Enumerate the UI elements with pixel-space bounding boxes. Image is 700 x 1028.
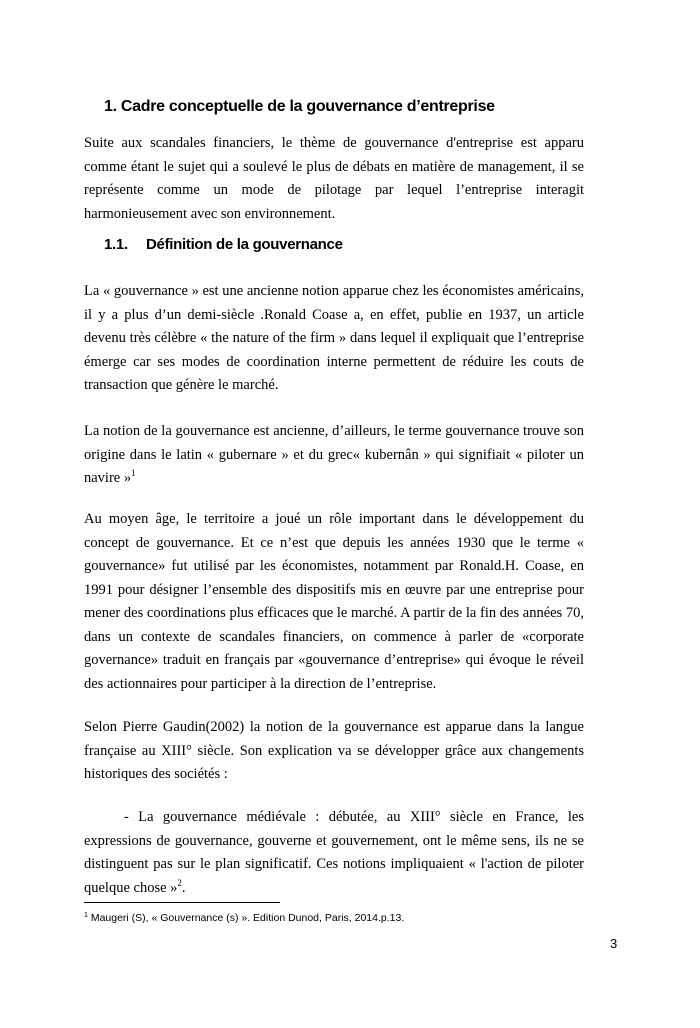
paragraph-medieval-text: - La gouvernance médiévale : débutée, au XIII° siècle en France, les expressions de gouvernance, gouverne et gouvernement, ont le même sens, ils ne se distinguent pas sur le plan significatif. Ces notions impliquaient « l'action de piloter quelque chose »: [84, 809, 584, 896]
page-number: 3: [610, 936, 618, 951]
footnote-ref-1: 1: [131, 468, 136, 478]
paragraph-medieval-end: .: [181, 879, 186, 896]
paragraph-medieval: [84, 806, 584, 900]
subsection-heading: [104, 236, 343, 253]
paragraph-coase: La « gouvernance » est une ancienne notion apparue chez les économistes américains, il y a plus d’un demi-siècle .Ronald Coase a, en effet, publie en 1937, un article devenu très célèbre « the nature of the firm » dans lequel il expliquait que l’entreprise émerge car ses modes de coordination interne permettent de réduire les couts de transaction que génère le marché.: [84, 283, 584, 393]
footnote-text: Maugeri (S), « Gouvernance (s) ». Edition Dunod, Paris, 2014.p.13.: [87, 912, 405, 924]
paragraph-intro: Suite aux scandales financiers, le thème de gouvernance d'entreprise est apparu comme étant le sujet qui a soulevé le plus de débats en matière de management, il se représente comme un mode de pilotage par lequel l’entreprise interagit harmonieusement avec son environnement.: [84, 135, 584, 222]
footnote-ref-2: 2: [177, 877, 182, 888]
subsection-title: Définition de la gouvernance: [146, 236, 343, 253]
paragraph-history: Au moyen âge, le territoire a joué un rôle important dans le développement du concept de gouvernance. Et ce n’est que depuis les années 1930 que le terme « gouvernance» fut utilisé par les économistes, notamment par Ronald.H. Coase, en 1991 pour désigner l’ensemble des dispositifs mis en œuvre par une entreprise pour mener des coordinations plus efficaces que le marché. A partir de la fin des années 70, dans un contexte de scandales financiers, on commence à parler de «corporate governance» traduit en français par «gouvernance d’entreprise» qui évoque le réveil des actionnaires pour participer à la direction de l’entreprise.: [84, 511, 584, 692]
paragraph-etymology: [84, 420, 584, 491]
footnote-number: 1: [84, 912, 88, 919]
footnote: [84, 912, 404, 924]
paragraph-gaudin: Selon Pierre Gaudin(2002) la notion de la gouvernance est apparue dans la langue française au XIII° siècle. Son explication va se développer grâce aux changements historiques des sociétés :: [84, 719, 584, 782]
paragraph-etymology-text: La notion de la gouvernance est ancienne, d’ailleurs, le terme gouvernance trouve son origine dans le latin « gubernare » et du grec« kubernân » qui signifiait « piloter un navire »: [84, 423, 584, 486]
section-heading: 1. Cadre conceptuelle de la gouvernance d’entreprise: [104, 98, 495, 115]
footnote-separator: [84, 902, 280, 903]
subsection-number: 1.1.: [104, 236, 128, 253]
